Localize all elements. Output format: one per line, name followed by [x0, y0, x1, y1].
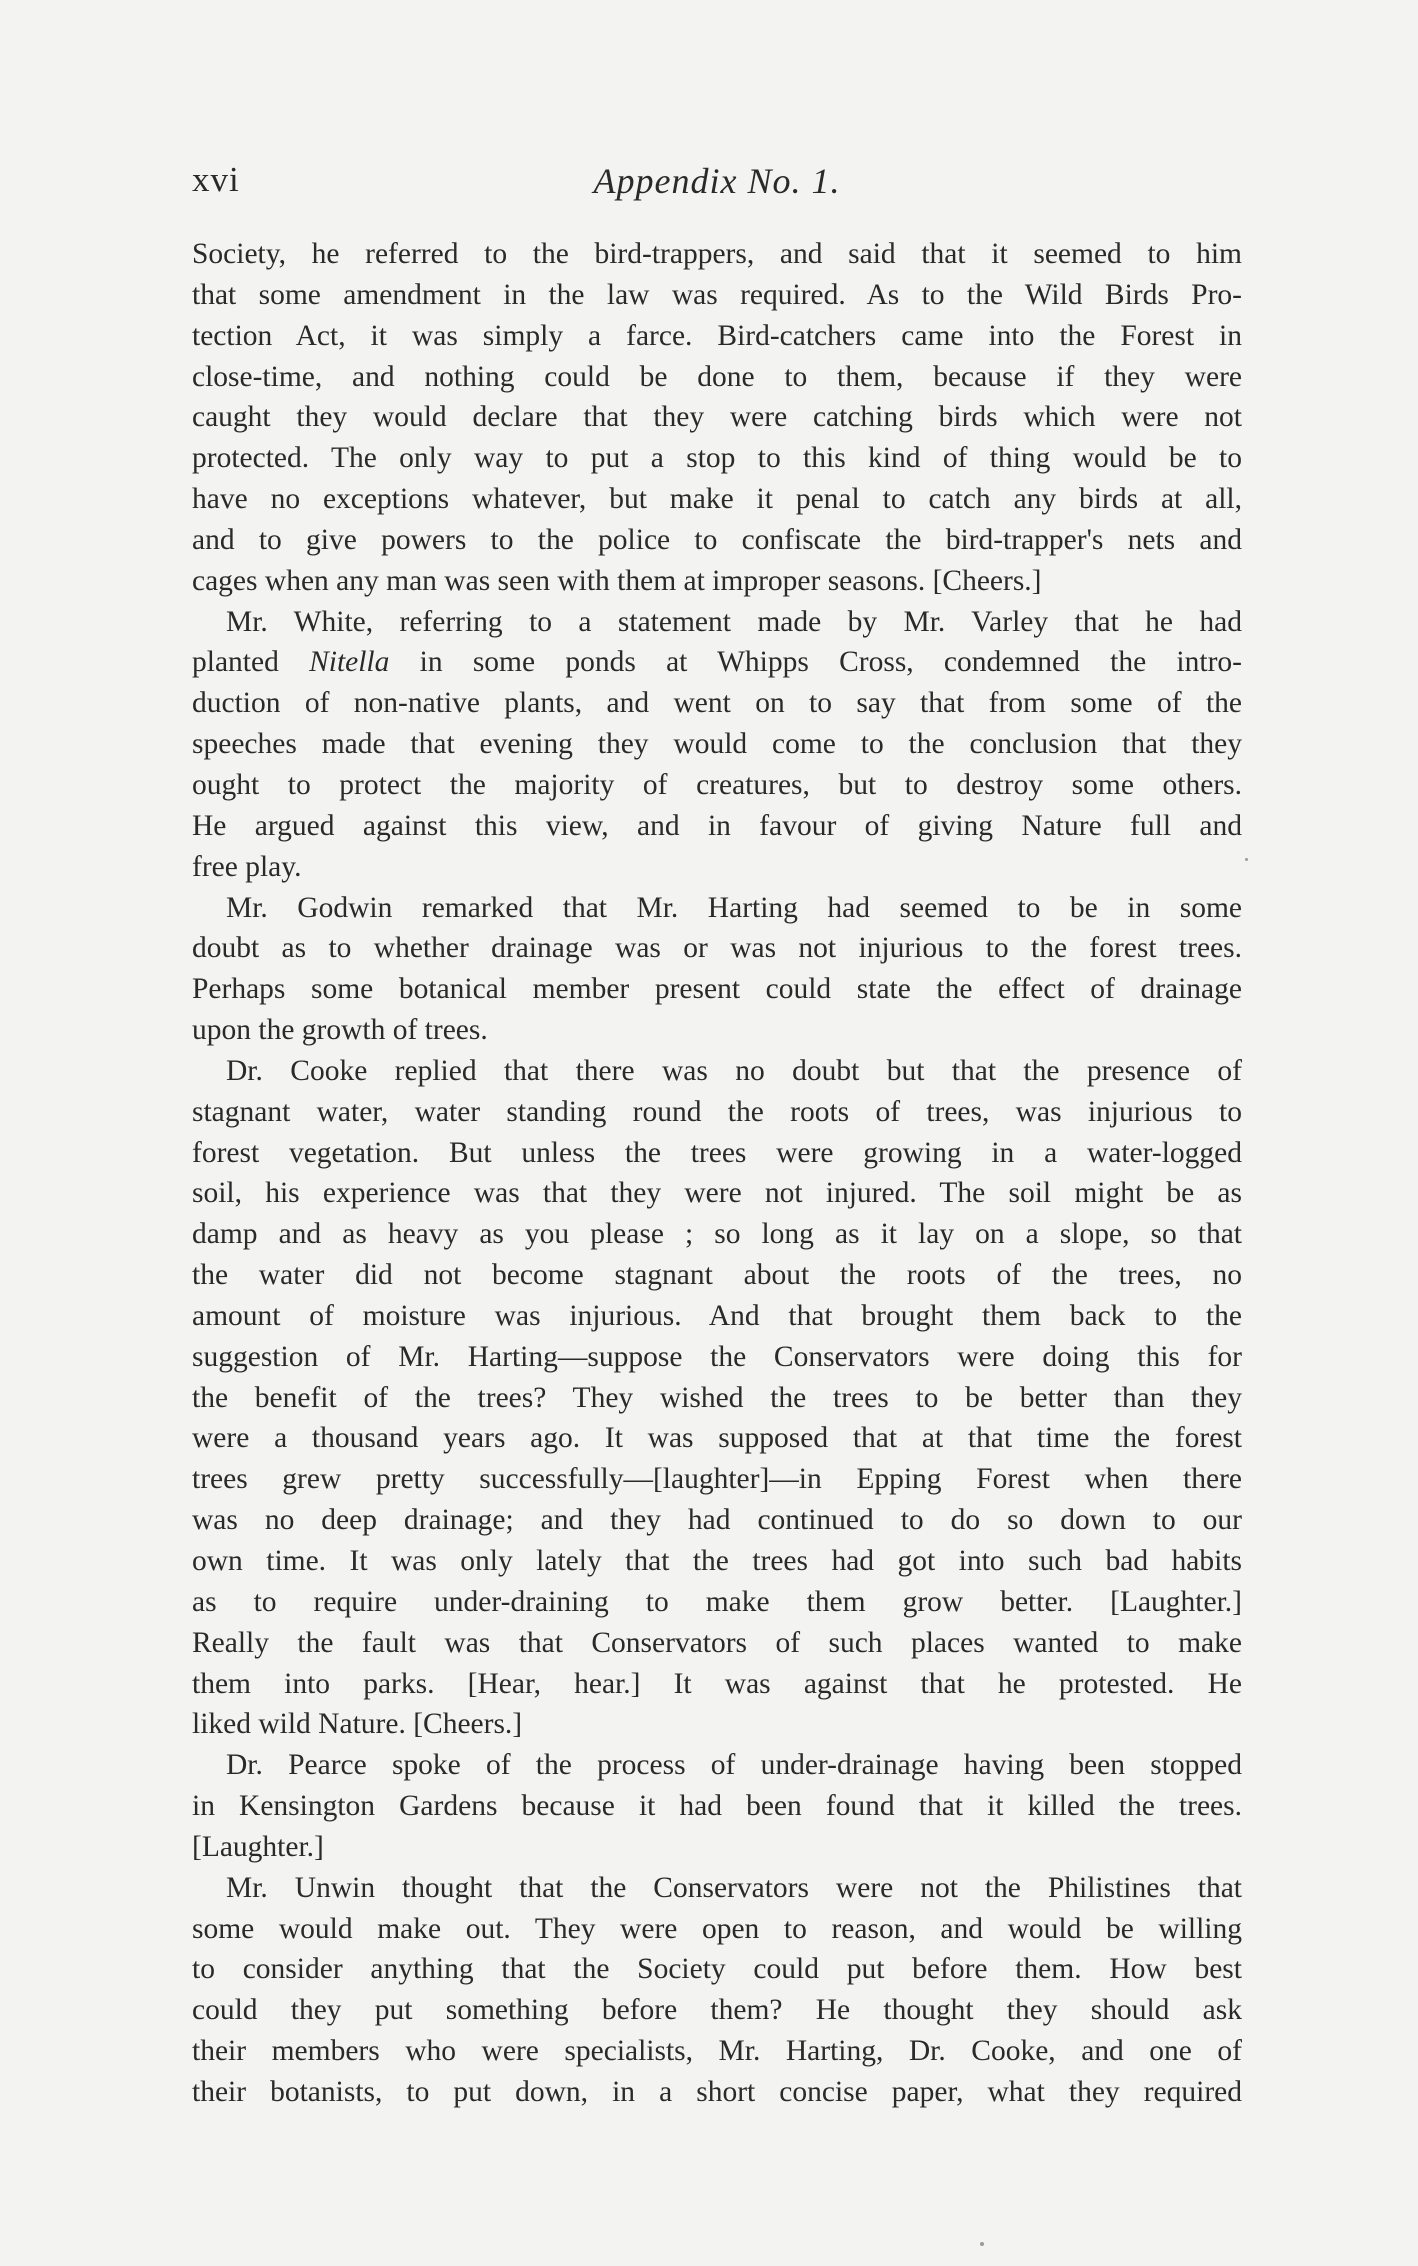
text-line: Mr. Unwin thought that the Conservators were not the Philistines that — [226, 1871, 1242, 1904]
text-line: duction of non-native plants, and went on to say that from some of the — [192, 687, 1242, 720]
body-text — [192, 234, 1242, 2113]
running-title: Appendix No. 1. — [593, 161, 841, 201]
text-line: caught they would declare that they were catching birds which were not — [192, 401, 1242, 434]
italic-genus: Nitella — [309, 646, 390, 679]
text-line: were a thousand years ago. It was supposed that at that time the forest — [192, 1422, 1242, 1455]
text-line: own time. It was only lately that the trees had got into such bad habits — [192, 1545, 1242, 1577]
text-line: tection Act, it was simply a farce. Bird-catchers came into the Forest in — [192, 319, 1242, 352]
text-line: could they put something before them? He thought they should ask — [192, 1994, 1242, 2027]
paragraph — [192, 1745, 1242, 1868]
text-line: speeches made that evening they would come to the conclusion that they — [192, 728, 1242, 761]
text-line: Mr. Godwin remarked that Mr. Harting had seemed to be in some — [226, 891, 1242, 924]
text-line: Mr. White, referring to a statement made by Mr. Varley that he had — [226, 605, 1242, 638]
text-line: [Laughter.] — [192, 1830, 324, 1863]
scan-speck — [980, 2242, 984, 2246]
text-line: was no deep drainage; and they had continued to do so down to our — [192, 1504, 1242, 1537]
text-line: them into parks. [Hear, hear.] It was against that he protested. He — [192, 1667, 1242, 1700]
text-line: their members who were specialists, Mr. Harting, Dr. Cooke, and one of — [192, 2035, 1242, 2068]
text-line: forest vegetation. But unless the trees were growing in a water-logged — [192, 1136, 1242, 1169]
paragraph — [192, 1051, 1242, 1745]
text-line: some would make out. They were open to reason, and would be willing — [192, 1912, 1242, 1945]
text-line: amount of moisture was injurious. And that brought them back to the — [192, 1299, 1242, 1332]
page-number: xvi — [192, 160, 240, 199]
text-line: ought to protect the majority of creatures, but to destroy some others. — [192, 768, 1242, 801]
text-line: stagnant water, water standing round the roots of trees, was injurious to — [192, 1095, 1242, 1128]
page-header — [192, 160, 1242, 210]
text-line: close-time, and nothing could be done to them, because if they were — [192, 360, 1242, 393]
text-line: cages when any man was seen with them at improper seasons. [Cheers.] — [192, 564, 1042, 597]
scan-speck — [1245, 858, 1248, 861]
text-line: soil, his experience was that they were not injured. The soil might be as — [192, 1177, 1242, 1210]
text-line: in Kensington Gardens because it had been found that it killed the trees. — [192, 1790, 1242, 1823]
text-line: that some amendment in the law was required. As to the Wild Birds Pro- — [192, 278, 1242, 311]
text-line: protected. The only way to put a stop to this kind of thing would be to — [192, 442, 1242, 475]
text-line: have no exceptions whatever, but make it penal to catch any birds at all, — [192, 483, 1242, 516]
paragraph — [192, 602, 1242, 888]
text-line: planted Nitella in some ponds at Whipps Cross, condemned the intro- — [192, 646, 1242, 679]
paragraph — [192, 234, 1242, 602]
text-line: Society, he referred to the bird-trappers, and said that it seemed to him — [192, 238, 1242, 270]
text-line: the benefit of the trees? They wished the trees to be better than they — [192, 1381, 1242, 1414]
text-line: to consider anything that the Society could put before them. How best — [192, 1953, 1242, 1986]
text-line: liked wild Nature. [Cheers.] — [192, 1708, 523, 1741]
text-line: trees grew pretty successfully—[laughter]—in Epping Forest when there — [192, 1463, 1242, 1496]
text-line: the water did not become stagnant about the roots of the trees, no — [192, 1259, 1242, 1292]
text-line: suggestion of Mr. Harting—suppose the Conservators were doing this for — [192, 1340, 1242, 1373]
paragraph — [192, 888, 1242, 1051]
text-line: and to give powers to the police to confiscate the bird-trapper's nets and — [192, 523, 1242, 556]
text-line: damp and as heavy as you please ; so long as it lay on a slope, so that — [192, 1218, 1242, 1251]
text-line: Really the fault was that Conservators of such places wanted to make — [192, 1626, 1242, 1659]
text-line: upon the growth of trees. — [192, 1014, 488, 1047]
paragraph — [192, 1868, 1242, 2113]
text-line: as to require under-draining to make them grow better. [Laughter.] — [192, 1585, 1242, 1618]
text-line: their botanists, to put down, in a short concise paper, what they required — [192, 2075, 1242, 2108]
text-line: Dr. Pearce spoke of the process of under-drainage having been stopped — [226, 1749, 1242, 1782]
text-line: doubt as to whether drainage was or was not injurious to the forest trees. — [192, 932, 1242, 965]
text-line: He argued against this view, and in favour of giving Nature full and — [192, 809, 1242, 842]
text-line: Dr. Cooke replied that there was no doubt but that the presence of — [226, 1054, 1242, 1087]
text-line: free play. — [192, 850, 302, 883]
text-line: Perhaps some botanical member present could state the effect of drainage — [192, 973, 1242, 1006]
